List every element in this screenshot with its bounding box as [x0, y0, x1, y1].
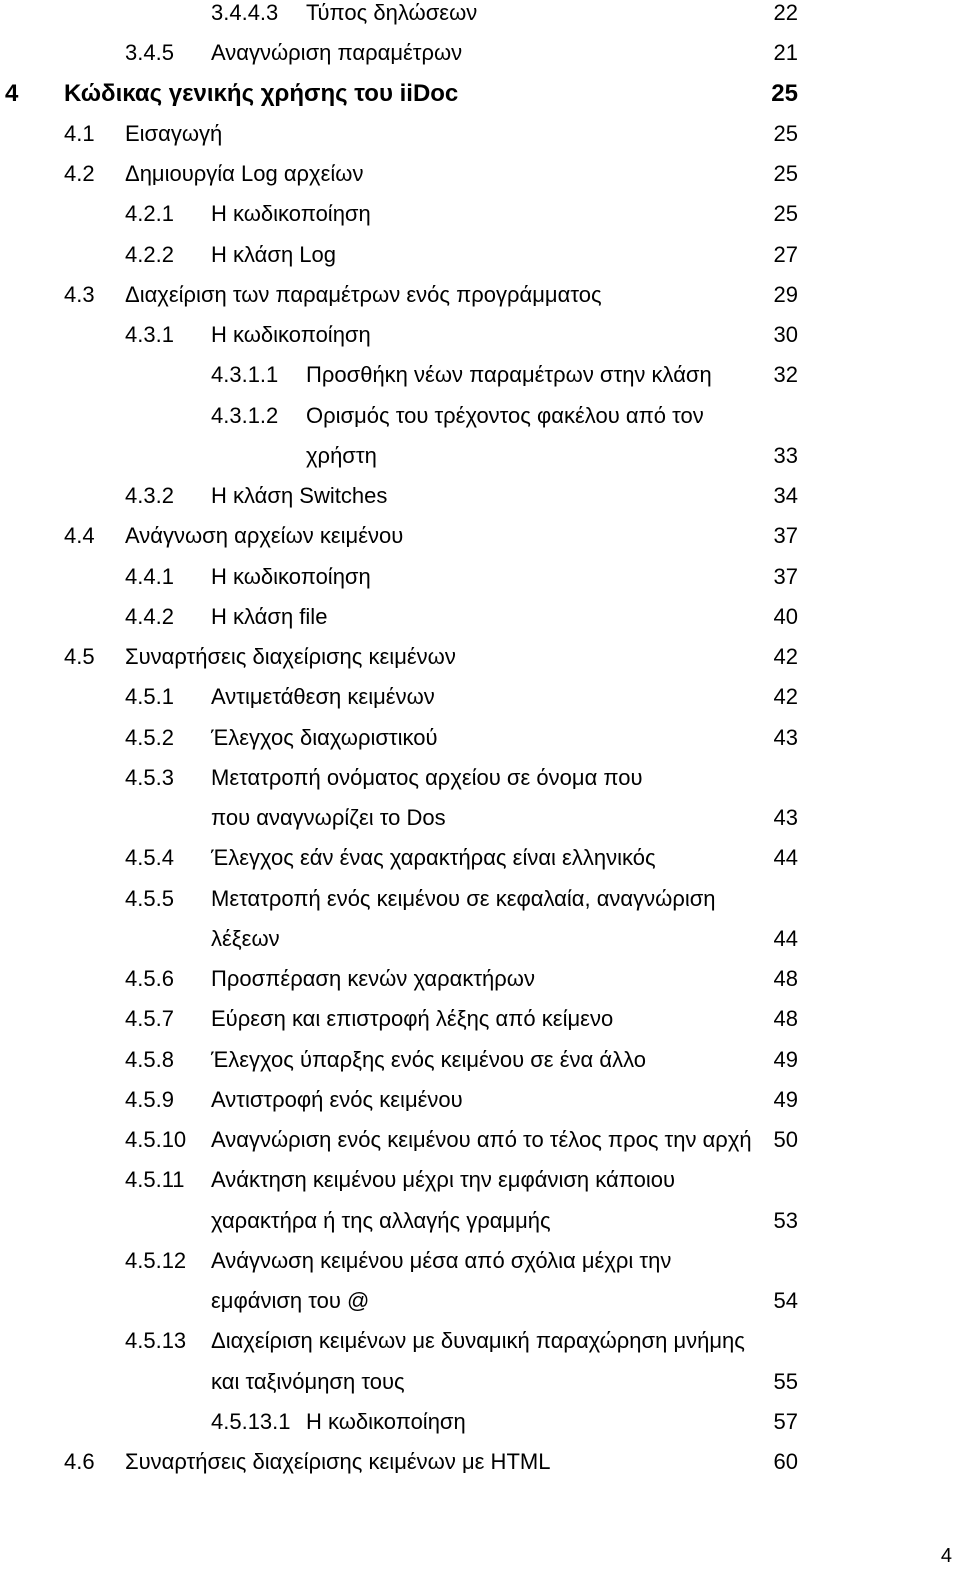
toc-entry-number: 4.2.2 — [125, 241, 174, 267]
toc-entry-page: 33 — [773, 442, 798, 468]
toc-entry — [0, 114, 960, 154]
toc-entry-number: 4.6 — [64, 1449, 95, 1474]
toc-entry-number: 4.4.1 — [125, 563, 174, 589]
toc-entry-number: 4.1 — [64, 120, 95, 146]
toc-entry — [0, 235, 960, 275]
toc-entry-number: 4.5.13 — [125, 1328, 187, 1354]
toc-entry — [0, 1080, 960, 1120]
toc-entry-page: 42 — [773, 684, 798, 710]
toc-entry-page: 44 — [773, 925, 798, 951]
toc-entry-title: Ανάγνωση κειμένου μέσα από σχόλια μέχρι την — [211, 1247, 672, 1273]
toc-entry — [0, 1402, 960, 1442]
toc-entry — [0, 557, 960, 597]
toc-entry-title: Η κωδικοποίηση — [211, 201, 371, 227]
toc-entry-page: 49 — [773, 1046, 798, 1072]
toc-entry-title: Η κλάση Log — [211, 241, 337, 267]
toc-entry-title: Κώδικας γενικής χρήσης του iiDoc — [64, 79, 459, 107]
toc-entry-title: Εισαγωγή — [125, 120, 223, 146]
toc-entry-page: 25 — [773, 201, 798, 227]
toc-entry — [0, 959, 960, 999]
toc-entry-number: 4.5.8 — [125, 1046, 174, 1072]
toc-entry-title: λέξεων — [211, 925, 280, 951]
toc-entry-title: Διαχείριση κειμένων με δυναμική παραχώρηση μνήμης — [211, 1328, 745, 1354]
toc-entry-number: 4.3.1.1 — [211, 362, 279, 388]
toc-entry-number: 4 — [5, 79, 19, 107]
toc-entry-number: 4.2.1 — [125, 201, 174, 227]
toc-entry — [0, 154, 960, 194]
toc-entry-number: 4.4 — [64, 523, 95, 549]
toc-entry-title: Μετατροπή ονόματος αρχείου σε όνομα που — [211, 764, 643, 790]
toc-entry — [0, 718, 960, 758]
toc-entry — [0, 396, 960, 436]
toc-entry-continuation — [0, 919, 960, 959]
toc-entry-number: 4.5.4 — [125, 845, 174, 871]
toc-entry-page: 55 — [773, 1368, 798, 1394]
toc-entry-title: Η κλάση file — [211, 603, 328, 629]
toc-entry-title: χρήστη — [306, 442, 377, 468]
toc-entry-number: 4.3.2 — [125, 483, 174, 508]
toc-entry-number: 4.5.9 — [125, 1086, 174, 1112]
toc-entry-page: 25 — [771, 79, 798, 107]
toc-entry — [0, 1442, 960, 1482]
toc-entry — [0, 355, 960, 395]
toc-entry — [0, 1040, 960, 1080]
toc-entry-page: 29 — [773, 281, 798, 307]
toc-entry-page: 42 — [773, 644, 798, 669]
toc-entry-title: Η κλάση Switches — [211, 483, 388, 508]
toc-entry-continuation — [0, 1201, 960, 1241]
toc-entry-title: Ορισμός του τρέχοντος φακέλου από τον — [306, 402, 704, 428]
toc-entry-title: Συναρτήσεις διαχείρισης κειμένων με HTML — [125, 1449, 551, 1474]
toc-entry-number: 3.4.5 — [125, 40, 174, 66]
toc-entry-page: 25 — [773, 161, 798, 186]
toc-entry-title: Αντιστροφή ενός κειμένου — [211, 1086, 463, 1112]
toc-entry-number: 4.5.13.1 — [211, 1408, 291, 1434]
toc-entry-page: 22 — [773, 0, 798, 25]
toc-entry-page: 43 — [773, 805, 798, 830]
toc-entry-title: Ανάγνωση αρχείων κειμένου — [125, 523, 404, 549]
toc-entry-page: 53 — [773, 1207, 798, 1233]
toc-entry — [0, 677, 960, 717]
toc-entry — [0, 999, 960, 1039]
toc-entry-page: 43 — [773, 724, 798, 750]
toc-entry-title: Τύπος δηλώσεων — [306, 0, 478, 25]
toc-entry-page: 30 — [773, 322, 798, 347]
toc-entry-page: 27 — [773, 241, 798, 267]
toc-entry — [0, 516, 960, 556]
toc-entry-title: που αναγνωρίζει το Dos — [211, 805, 446, 830]
toc-entry-number: 3.4.4.3 — [211, 0, 279, 25]
toc-entry-number: 4.5.11 — [125, 1167, 185, 1193]
toc-entry-page: 34 — [773, 483, 798, 508]
toc-entry — [0, 33, 960, 73]
toc-entry-number: 4.5.1 — [125, 684, 174, 710]
toc-entry-title: Προσπέραση κενών χαρακτήρων — [211, 966, 535, 991]
toc-entry-number: 4.3.1 — [125, 322, 174, 347]
toc-entry-continuation — [0, 798, 960, 838]
toc-entry-title: Η κωδικοποίηση — [211, 563, 371, 589]
toc-entry-number: 4.5.5 — [125, 885, 174, 911]
toc-entry — [0, 1321, 960, 1361]
toc-entry-number: 4.5.2 — [125, 724, 174, 750]
toc-entry-number: 4.5.12 — [125, 1247, 187, 1273]
toc-entry-page: 40 — [773, 603, 798, 629]
toc-entry-title: Δημιουργία Log αρχείων — [125, 161, 364, 186]
toc-entry — [0, 0, 960, 33]
toc-entry-title: εμφάνιση του @ — [211, 1288, 370, 1313]
toc-entry-title: Έλεγχος εάν ένας χαρακτήρας είναι ελληνικός — [211, 845, 656, 871]
toc-entry-page: 37 — [773, 523, 798, 549]
toc-entry-title: Έλεγχος ύπαρξης ενός κειμένου σε ένα άλλο — [211, 1046, 646, 1072]
toc-entry-page: 60 — [773, 1449, 798, 1474]
toc-entry-number: 4.4.2 — [125, 603, 174, 629]
toc-entry-title: Αναγνώριση ενός κειμένου από το τέλος προς την αρχή — [211, 1127, 752, 1152]
toc-entry — [0, 275, 960, 315]
toc-entry-continuation — [0, 1362, 960, 1402]
toc-entry — [0, 194, 960, 234]
toc-entry-number: 4.5.3 — [125, 764, 174, 790]
toc-entry-title: Εύρεση και επιστροφή λέξης από κείμενο — [211, 1006, 614, 1032]
toc-entry-number: 4.3.1.2 — [211, 402, 279, 428]
toc-entry-number: 4.5.6 — [125, 966, 174, 991]
toc-entry-title: και ταξινόμηση τους — [211, 1368, 405, 1394]
toc-entry-page: 21 — [773, 40, 798, 66]
toc-entry — [0, 74, 960, 114]
toc-entry-number: 4.3 — [64, 281, 95, 307]
toc-entry-title: Έλεγχος διαχωριστικού — [211, 724, 438, 750]
toc-entry-page: 48 — [773, 966, 798, 991]
toc-entry-page: 49 — [773, 1086, 798, 1112]
toc-entry — [0, 758, 960, 798]
toc-entry-title: Η κωδικοποίηση — [306, 1408, 466, 1434]
toc-entry — [0, 838, 960, 878]
toc-entry — [0, 476, 960, 516]
toc-entry — [0, 879, 960, 919]
toc-entry-continuation — [0, 436, 960, 476]
toc-entry-continuation — [0, 1281, 960, 1321]
toc-entry-page: 25 — [773, 120, 798, 146]
toc-entry-number: 4.2 — [64, 161, 95, 186]
toc-entry-page: 48 — [773, 1006, 798, 1032]
toc-entry-number: 4.5.7 — [125, 1006, 174, 1032]
toc-entry — [0, 597, 960, 637]
toc-entry — [0, 1160, 960, 1200]
toc-entry — [0, 315, 960, 355]
toc-entry-page: 32 — [773, 362, 798, 388]
toc-entry — [0, 1120, 960, 1160]
toc-entry-title: Η κωδικοποίηση — [211, 322, 371, 347]
toc-entry-title: Προσθήκη νέων παραμέτρων στην κλάση — [306, 362, 712, 388]
toc-entry-number: 4.5 — [64, 644, 95, 669]
toc-entry-page: 50 — [773, 1127, 798, 1152]
toc-entry-title: χαρακτήρα ή της αλλαγής γραμμής — [211, 1207, 551, 1233]
toc-entry-page: 54 — [773, 1288, 798, 1313]
toc-entry-page: 44 — [773, 845, 798, 871]
toc-entry — [0, 637, 960, 677]
toc-entry-number: 4.5.10 — [125, 1127, 187, 1152]
page-number: 4 — [940, 1545, 952, 1567]
toc-entry-title: Διαχείριση των παραμέτρων ενός προγράμματος — [125, 281, 602, 307]
toc-entry-title: Αναγνώριση παραμέτρων — [211, 40, 463, 66]
toc-entry-page: 57 — [773, 1408, 798, 1434]
toc-entry — [0, 1241, 960, 1281]
toc-entry-title: Συναρτήσεις διαχείρισης κειμένων — [125, 644, 456, 669]
toc-entry-title: Ανάκτηση κειμένου μέχρι την εμφάνιση κάποιου — [211, 1167, 675, 1193]
toc-entry-title: Μετατροπή ενός κειμένου σε κεφαλαία, αναγνώριση — [211, 885, 716, 911]
toc-entry-page: 37 — [773, 563, 798, 589]
toc-entry-title: Αντιμετάθεση κειμένων — [211, 684, 435, 710]
